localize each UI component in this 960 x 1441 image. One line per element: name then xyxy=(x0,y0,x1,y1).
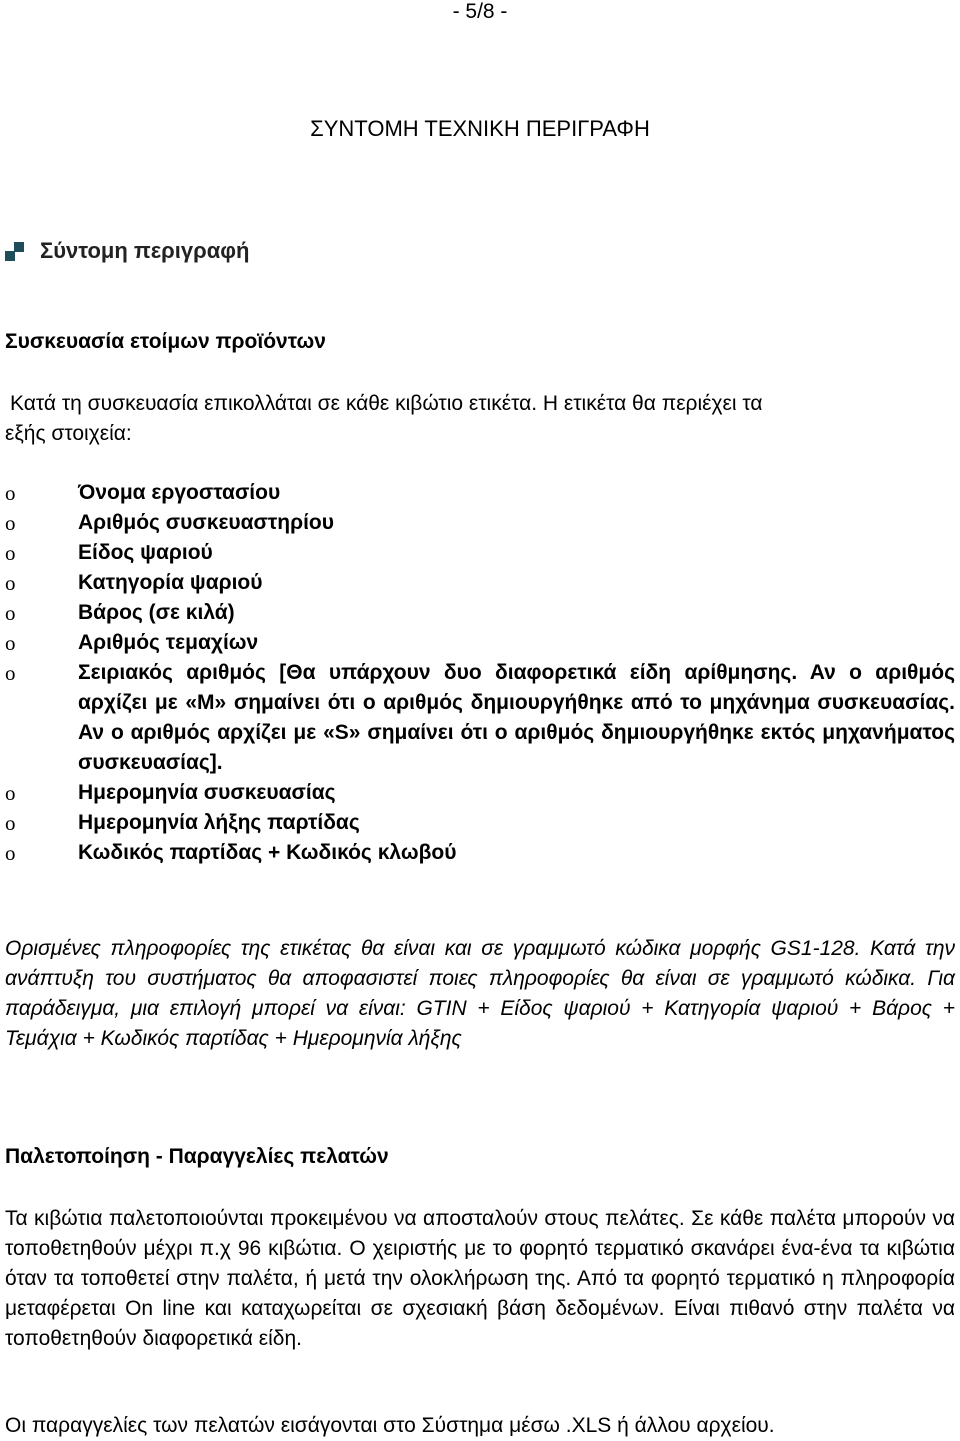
list-item xyxy=(5,478,955,508)
list-item-text: Είδος ψαριού xyxy=(78,541,213,564)
bullet-icon: ο xyxy=(5,481,16,505)
section-heading-text: Σύντομη περιγραφή xyxy=(40,238,250,263)
section-heading xyxy=(5,237,249,265)
list-item-text: Ημερομηνία συσκευασίας xyxy=(78,781,336,804)
intro-line-1: Κατά τη συσκευασία επικολλάται σε κάθε κιβώτιο ετικέτα. Η ετικέτα θα περιέχει τα xyxy=(10,392,763,415)
bullet-icon: ο xyxy=(5,571,16,595)
bullet-icon: ο xyxy=(5,841,16,865)
list-item-text: Κατηγορία ψαριού xyxy=(78,571,263,594)
bullet-icon: ο xyxy=(5,811,16,835)
list-item xyxy=(5,598,955,628)
bullet-icon: ο xyxy=(5,541,16,565)
list-item-text: Όνομα εργοστασίου xyxy=(78,481,281,504)
palletization-paragraph: Τα κιβώτια παλετοποιούνται προκειμένου να αποσταλούν στους πελάτες. Σε κάθε παλέτα μπορούν να τοποθετηθούν μέχρι π.χ 96 κιβώτια. Ο χειριστής με το φορητό τερματικό σκανάρει ένα-ένα τα κιβώτια όταν τα τοποθετεί στην παλέτα, ή μετά την ολοκλήρωση της. Από τα φορητό τερματικό η πληροφορία μεταφέρεται On line και καταχωρείται σε σχεσιακή βάση δεδομένων. Είναι πιθανό στην παλέτα να τοποθετηθούν διαφορετικά είδη. xyxy=(5,1207,955,1350)
list-item-text: Ημερομηνία λήξης παρτίδας xyxy=(78,811,360,834)
barcode-note: Ορισμένες πληροφορίες της ετικέτας θα είναι και σε γραμμωτό κώδικα μορφής GS1-128. Κατά την ανάπτυξη του συστήματος θα αποφασιστεί ποιες πληροφορίες θα είναι σε γραμμωτό κώδικα. Για παράδειγμα, μια επιλογή μπορεί να είναι: GTIN + Είδος ψαριού + Κατηγορία ψαριού + Βάρος + Τεμάχια + Κωδικός παρτίδας + Ημερομηνία λήξης xyxy=(5,937,955,1050)
packaging-intro xyxy=(5,389,955,449)
orders-paragraph: Οι παραγγελίες των πελατών εισάγονται στο Σύστημα μέσω .XLS ή άλλου αρχείου. xyxy=(5,1414,775,1437)
list-item-text: Αριθμός συσκευαστηρίου xyxy=(78,511,334,534)
packaging-heading: Συσκευασία ετοίμων προϊόντων xyxy=(5,330,326,353)
list-item xyxy=(5,808,955,838)
bullet-icon: ο xyxy=(5,781,16,805)
list-item xyxy=(5,508,955,538)
list-item xyxy=(5,628,955,658)
checkered-square-icon xyxy=(5,242,24,261)
page-number: - 5/8 - xyxy=(452,0,508,23)
list-item xyxy=(5,568,955,598)
bullet-icon: ο xyxy=(5,661,16,685)
bullet-icon: ο xyxy=(5,601,16,625)
palletization-heading: Παλετοποίηση - Παραγγελίες πελατών xyxy=(5,1145,389,1168)
list-item-text: Βάρος (σε κιλά) xyxy=(78,601,235,624)
list-item xyxy=(5,838,955,868)
list-item xyxy=(5,778,955,808)
bullet-icon: ο xyxy=(5,631,16,655)
list-item-text: Σειριακός αριθμός [Θα υπάρχουν δυο διαφορετικά είδη αρίθμησης. Αν ο αριθμός αρχίζει με «M» σημαίνει ότι ο αριθμός δημιουργήθηκε από το μηχάνημα συσκευασίας. Αν ο αριθμός αρχίζει με «S» σημαίνει ότι ο αριθμός δημιουργήθηκε εκτός μηχανήματος συσκευασίας]. xyxy=(78,661,955,774)
bullet-icon: ο xyxy=(5,511,16,535)
list-item-text: Αριθμός τεμαχίων xyxy=(78,631,259,654)
document-title: ΣΥΝΤΟΜΗ ΤΕΧΝΙΚΗ ΠΕΡΙΓΡΑΦΗ xyxy=(310,116,650,141)
label-contents-list xyxy=(5,478,955,868)
intro-line-2: εξής στοιχεία: xyxy=(5,422,132,445)
list-item xyxy=(5,658,955,778)
list-item xyxy=(5,538,955,568)
list-item-text: Κωδικός παρτίδας + Κωδικός κλωβού xyxy=(78,841,457,864)
